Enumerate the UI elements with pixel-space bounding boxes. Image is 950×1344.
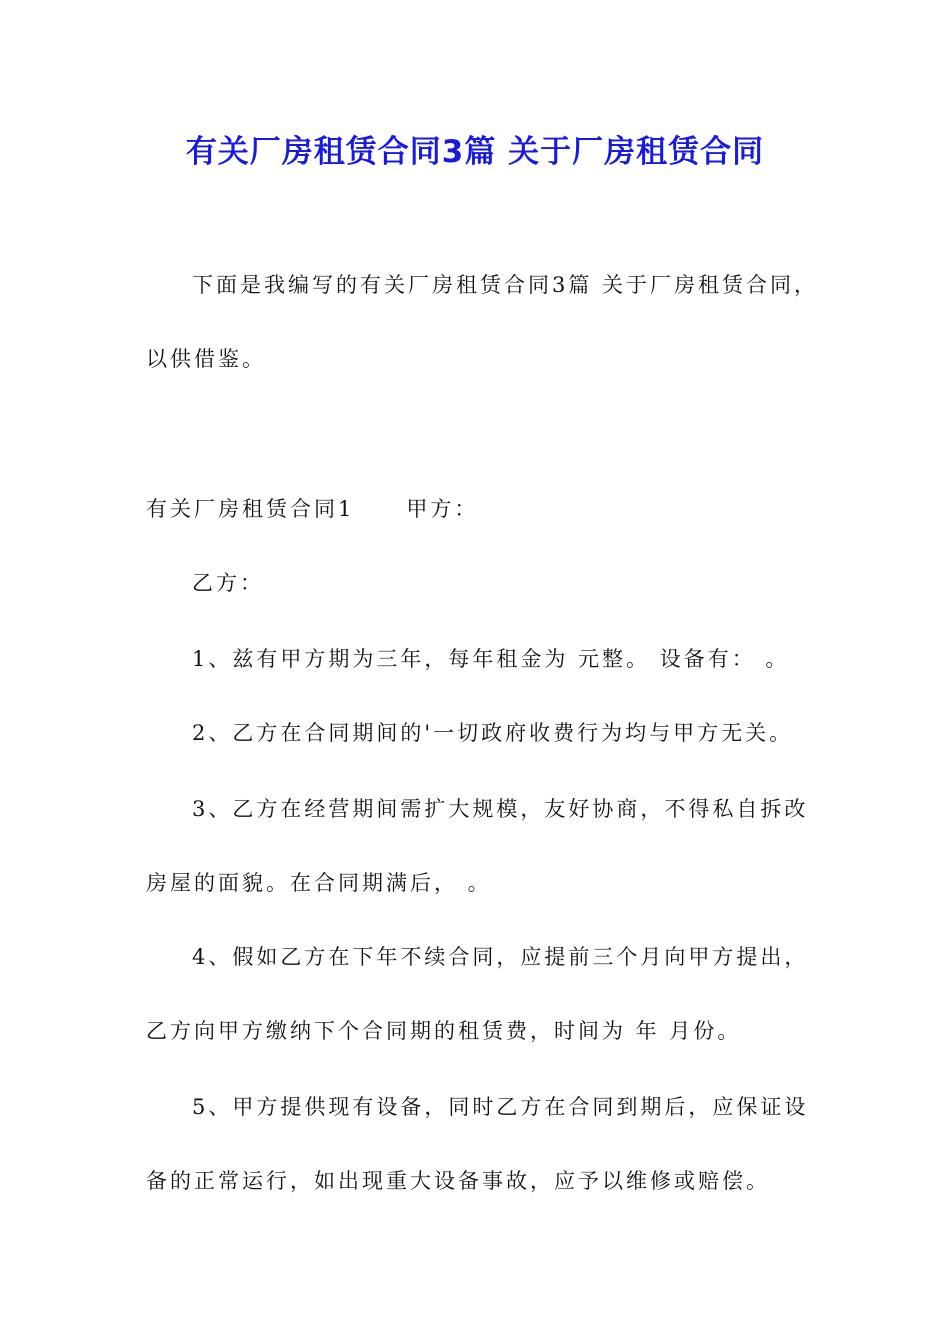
clause-3-line-1: 3、乙方在经营期间需扩大规模，友好协商，不得私自拆改 [192, 797, 809, 821]
clause-4-line-2: 乙方向甲方缴纳下个合同期的租赁费，时间为 年 月份。 [146, 1019, 742, 1043]
clause-1: 1、兹有甲方期为三年，每年租金为 元整。 设备有： 。 [192, 647, 790, 671]
clause-5-line-2: 备的正常运行，如出现重大设备事故，应予以维修或赔偿。 [146, 1169, 770, 1193]
party-b-label: 乙方： [192, 571, 264, 595]
intro-line-2: 以供借鉴。 [146, 347, 266, 371]
section-heading: 有关厂房租赁合同1 [146, 497, 355, 521]
clause-4-line-1: 4、假如乙方在下年不续合同，应提前三个月向甲方提出， [192, 945, 809, 969]
section-heading-row [146, 494, 478, 524]
clause-2: 2、乙方在合同期间的'一切政府收费行为均与甲方无关。 [192, 721, 794, 745]
intro-line-1: 下面是我编写的有关厂房租赁合同3篇 关于厂房租赁合同， [192, 273, 819, 297]
party-a-label: 甲方： [406, 497, 479, 521]
document-title: 有关厂房租赁合同3篇 关于厂房租赁合同 [185, 134, 765, 170]
clause-5-line-1: 5、甲方提供现有设备，同时乙方在合同到期后，应保证设 [192, 1095, 809, 1119]
clause-3-line-2: 房屋的面貌。在合同期满后， 。 [146, 871, 492, 895]
